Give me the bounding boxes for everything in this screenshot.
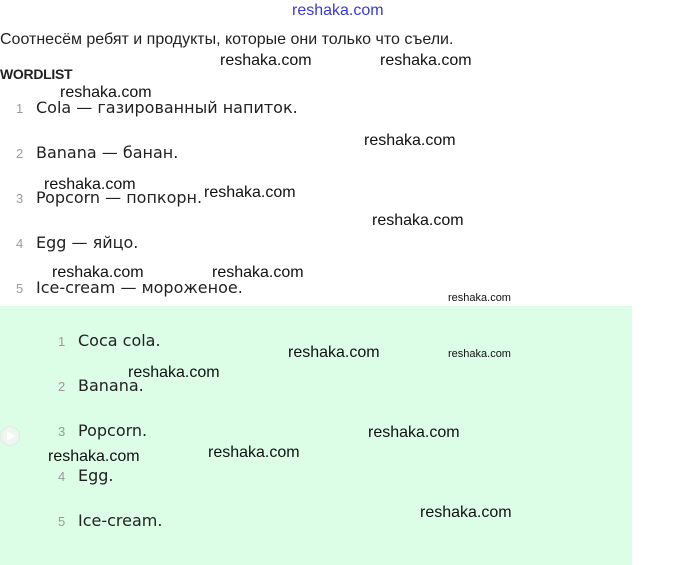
item-number: 2 (16, 146, 24, 161)
item-text: Cola — газированный напиток. (36, 98, 298, 117)
item-number: 5 (16, 281, 24, 296)
answer-number: 2 (58, 379, 66, 394)
task-instruction: Соотнесём ребят и продукты, которые они только что съели. (0, 31, 454, 48)
watermark: reshaka.com (380, 52, 472, 69)
answer-text: Ice-cream. (78, 511, 163, 530)
item-text: Popcorn — попкорн. (36, 188, 203, 207)
answer-text: Egg. (78, 466, 114, 485)
watermark: reshaka.com (288, 344, 380, 361)
watermark: reshaka.com (52, 264, 144, 281)
site-watermark-header: reshaka.com (292, 2, 384, 19)
audio-play-button[interactable] (0, 426, 20, 446)
watermark: reshaka.com (44, 176, 136, 193)
answer-number: 1 (58, 334, 66, 349)
watermark: reshaka.com (220, 52, 312, 69)
watermark: reshaka.com (364, 132, 456, 149)
answer-text: Coca cola. (78, 331, 161, 350)
watermark: reshaka.com (60, 84, 152, 101)
watermark: reshaka.com (448, 348, 511, 360)
watermark: reshaka.com (448, 292, 511, 304)
watermark: reshaka.com (48, 448, 140, 465)
item-text: Ice-cream — мороженое. (36, 278, 243, 297)
item-text: Banana — банан. (36, 143, 179, 162)
watermark: reshaka.com (208, 444, 300, 461)
watermark: reshaka.com (212, 264, 304, 281)
play-icon (7, 431, 15, 441)
item-number: 1 (16, 101, 24, 116)
answer-number: 5 (58, 514, 66, 529)
watermark: reshaka.com (372, 212, 464, 229)
watermark: reshaka.com (368, 424, 460, 441)
watermark: reshaka.com (128, 364, 220, 381)
watermark: reshaka.com (420, 504, 512, 521)
item-number: 4 (16, 236, 24, 251)
answer-text: Popcorn. (78, 421, 148, 440)
answer-number: 4 (58, 469, 66, 484)
answer-text: Banana. (78, 376, 144, 395)
watermark: reshaka.com (204, 184, 296, 201)
item-text: Egg — яйцо. (36, 233, 139, 252)
answer-number: 3 (58, 424, 66, 439)
item-number: 3 (16, 191, 24, 206)
wordlist-title: WORDLIST (0, 66, 73, 82)
